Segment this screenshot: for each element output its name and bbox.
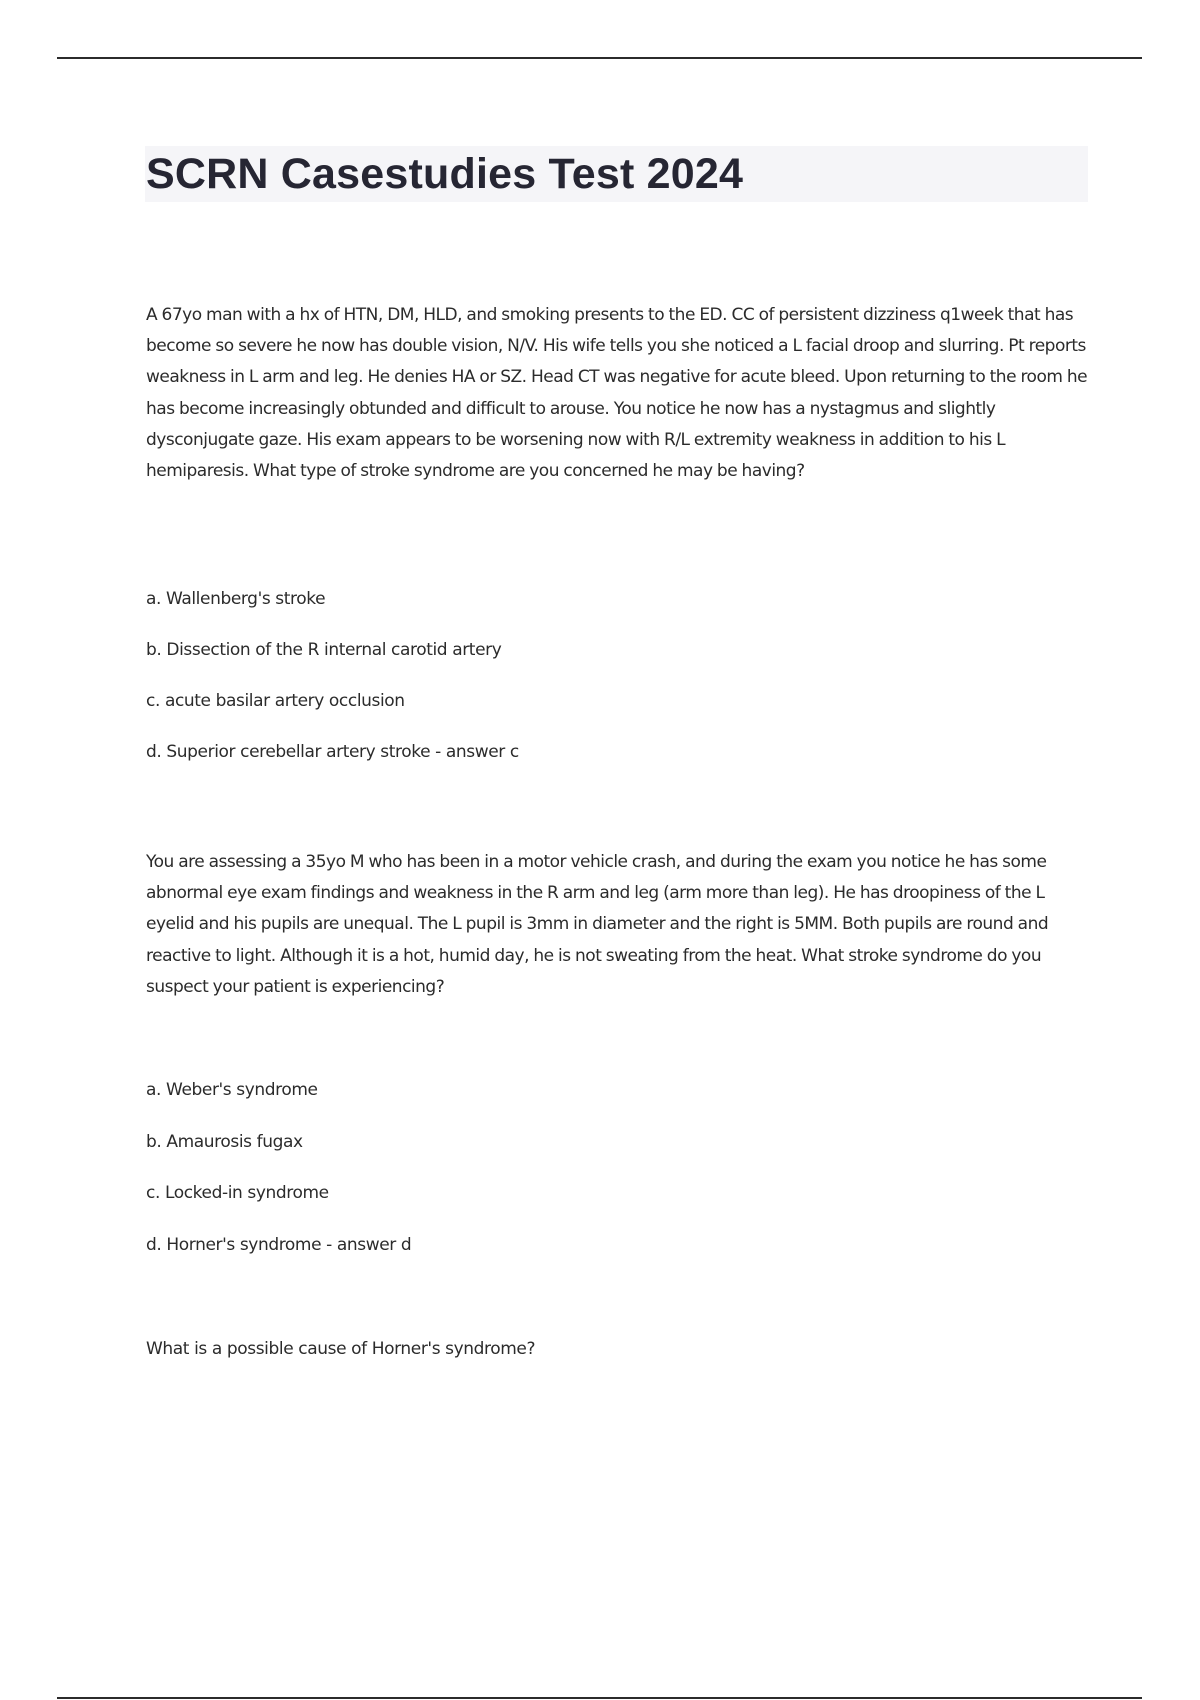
question-2-option-a: a. Weber's syndrome (146, 1080, 318, 1100)
bottom-divider (57, 1697, 1142, 1699)
question-2-option-b: b. Amaurosis fugax (146, 1132, 303, 1152)
question-1-option-d: d. Superior cerebellar artery stroke - answer c (146, 742, 519, 762)
question-1-option-b: b. Dissection of the R internal carotid artery (146, 640, 502, 660)
question-3-stem: What is a possible cause of Horner's syndrome? (146, 1339, 536, 1359)
question-1-option-c: c. acute basilar artery occlusion (146, 691, 405, 711)
question-1-option-a: a. Wallenberg's stroke (146, 589, 326, 609)
question-2-option-d: d. Horner's syndrome - answer d (146, 1235, 412, 1255)
question-1-stem: A 67yo man with a hx of HTN, DM, HLD, and smoking presents to the ED. CC of persistent dizziness q1week that has become so severe he now has double vision, N/V. His wife tells you she noticed a L facial droop and slurring. Pt reports weakness in L arm and leg. He denies HA or SZ. Head CT was negative for acute bleed. Upon returning to the room he has become increasingly obtunded and difficult to arouse. You notice he now has a nystagmus and slightly dysconjugate gaze. His exam appears to be worsening now with R/L extremity weakness in addition to his L hemiparesis. What type of stroke syndrome are you concerned he may be having? (146, 305, 1088, 482)
document-title: SCRN Casestudies Test 2024 (146, 150, 744, 198)
question-2-stem: You are assessing a 35yo M who has been in a motor vehicle crash, and during the exam you notice he has some abnormal eye exam findings and weakness in the R arm and leg (arm more than leg). He has droopiness of the L eyelid and his pupils are unequal. The L pupil is 3mm in diameter and the right is 5MM. Both pupils are round and reactive to light. Although it is a hot, humid day, he is not sweating from the heat. What stroke syndrome do you suspect your patient is experiencing? (146, 852, 1049, 997)
question-2-option-c: c. Locked-in syndrome (146, 1183, 329, 1203)
top-divider (57, 57, 1142, 59)
